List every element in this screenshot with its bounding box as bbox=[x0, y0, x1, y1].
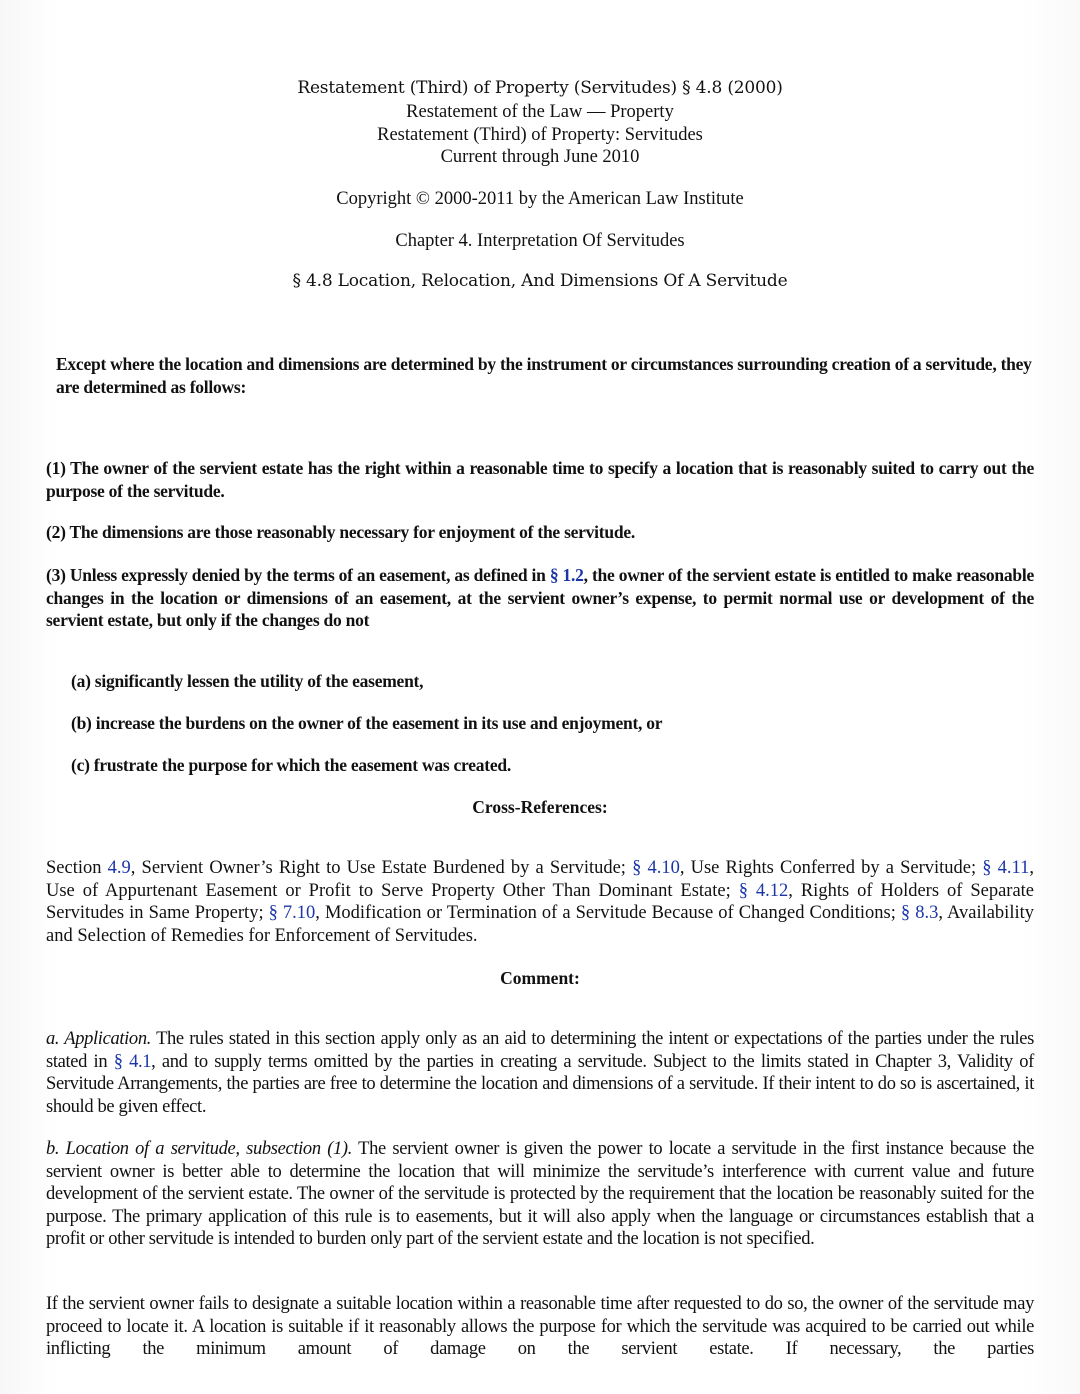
xref-text: , Availability and Selection of Remedies for Enforcement of Servitudes. bbox=[46, 903, 1034, 946]
section-title: § 4.8 Location, Relocation, And Dimensions Of A Servitude bbox=[292, 271, 788, 291]
chapter-heading: Chapter 4. Interpretation Of Servitudes bbox=[395, 231, 685, 251]
rule-item-2: (2) The dimensions are those reasonably necessary for enjoyment of the servitude. bbox=[46, 522, 635, 542]
link-section-8-3[interactable]: § 8.3 bbox=[900, 903, 939, 923]
link-section-4-12[interactable]: § 4.12 bbox=[738, 880, 789, 901]
cross-references-heading: Cross-References: bbox=[472, 797, 608, 817]
xref-text: Section bbox=[46, 858, 108, 878]
subtitle-line: Restatement (Third) of Property: Servitudes bbox=[377, 124, 703, 145]
comment-b-paragraph bbox=[46, 1138, 1034, 1251]
link-section-7-10[interactable]: § 7.10 bbox=[268, 903, 316, 923]
comment-a-label: a. Application. bbox=[46, 1029, 151, 1049]
rule-item-3-text: (3) Unless expressly denied by the terms of an easement, as defined in bbox=[46, 565, 550, 585]
comment-heading: Comment: bbox=[500, 968, 580, 988]
link-section-4-11[interactable]: § 4.11 bbox=[982, 858, 1030, 878]
rule-item-1: (1) The owner of the servient estate has the right within a reasonable time to specify a location that is reasonably suited to carry out the purpose of the servitude. bbox=[46, 458, 1034, 501]
link-section-1-2[interactable]: § 1.2 bbox=[549, 565, 584, 585]
comment-a-text: The rules stated in this section apply only as an aid to determining the intent or expectations of the parties under the rules stated in bbox=[46, 1029, 1034, 1072]
document-subtitle bbox=[0, 101, 1080, 169]
rule-sub-item-b: (b) increase the burdens on the owner of the easement in its use and enjoyment, or bbox=[71, 713, 663, 733]
rule-intro: Except where the location and dimensions are determined by the instrument or circumstances surrounding creation of a servitude, they are determined as follows: bbox=[56, 354, 1032, 397]
rule-item-3-text: , the owner of the servient estate is entitled to make reasonable changes in the location or dimensions of an easement, at the servient owner’s expense, to permit normal use or development of the servient estate, but only if the changes do not bbox=[46, 565, 1035, 630]
xref-text: , Modification or Termination of a Servitude Because of Changed Conditions; bbox=[315, 903, 901, 923]
copyright-notice: Copyright © 2000-2011 by the American Law Institute bbox=[336, 189, 744, 209]
comment-a-paragraph bbox=[46, 1028, 1034, 1118]
link-section-4-10[interactable]: § 4.10 bbox=[632, 858, 680, 878]
cross-references-paragraph bbox=[46, 857, 1034, 947]
rule-sub-item-c: (c) frustrate the purpose for which the easement was created. bbox=[71, 755, 511, 775]
document-title: Restatement (Third) of Property (Servitudes) § 4.8 (2000) bbox=[297, 78, 783, 98]
comment-b-continuation-paragraph: If the servient owner fails to designate a suitable location within a reasonable time after requested to do so, the owner of the servitude may proceed to locate it. A location is suitable if it reasonably allows the purpose for which the servitude was acquired to be carried out while inflicting the minimum amount of damage on the servient estate. If necessary, the parties bbox=[46, 1294, 1034, 1359]
xref-text: , Use Rights Conferred by a Servitude; bbox=[679, 858, 983, 878]
xref-text: , Rights of Holders of Separate Servitudes in Same Property; bbox=[46, 880, 1035, 923]
rule-item-3 bbox=[46, 564, 1034, 632]
subtitle-line: Restatement of the Law — Property bbox=[406, 102, 674, 122]
comment-b-text: The servient owner is given the power to locate a servitude in the first instance because the servient owner is better able to determine the location that will minimize the servitude’s interference with current value and future development of the servient estate. The owner of the servitude is protected by the requirement that the location be reasonably suited for the purpose. The primary application of this rule is to easements, but it will also apply when the language or circumstances establish that a profit or other servitude is intended to burden only part of the servient estate and the location is not specified. bbox=[46, 1139, 1034, 1249]
xref-text: , Servient Owner’s Right to Use Estate Burdened by a Servitude; bbox=[130, 858, 633, 878]
link-section-4-1[interactable]: § 4.1 bbox=[113, 1051, 152, 1072]
subtitle-line: Current through June 2010 bbox=[440, 147, 640, 167]
comment-b-label: b. Location of a servitude, subsection (1). bbox=[46, 1139, 353, 1159]
rule-sub-item-a: (a) significantly lessen the utility of the easement, bbox=[71, 671, 424, 691]
xref-text: , Use of Appurtenant Easement or Profit to Serve Property Other Than Dominant Estate; bbox=[46, 858, 1034, 901]
comment-a-text: , and to supply terms omitted by the parties in creating a servitude. Subject to the limits stated in Chapter 3, Validity of Servitude Arrangements, the parties are free to determine the location and dimensions of a servitude. If their intent to do so is ascertained, it should be given effect. bbox=[46, 1051, 1034, 1117]
link-section-4-9[interactable]: 4.9 bbox=[107, 858, 131, 878]
